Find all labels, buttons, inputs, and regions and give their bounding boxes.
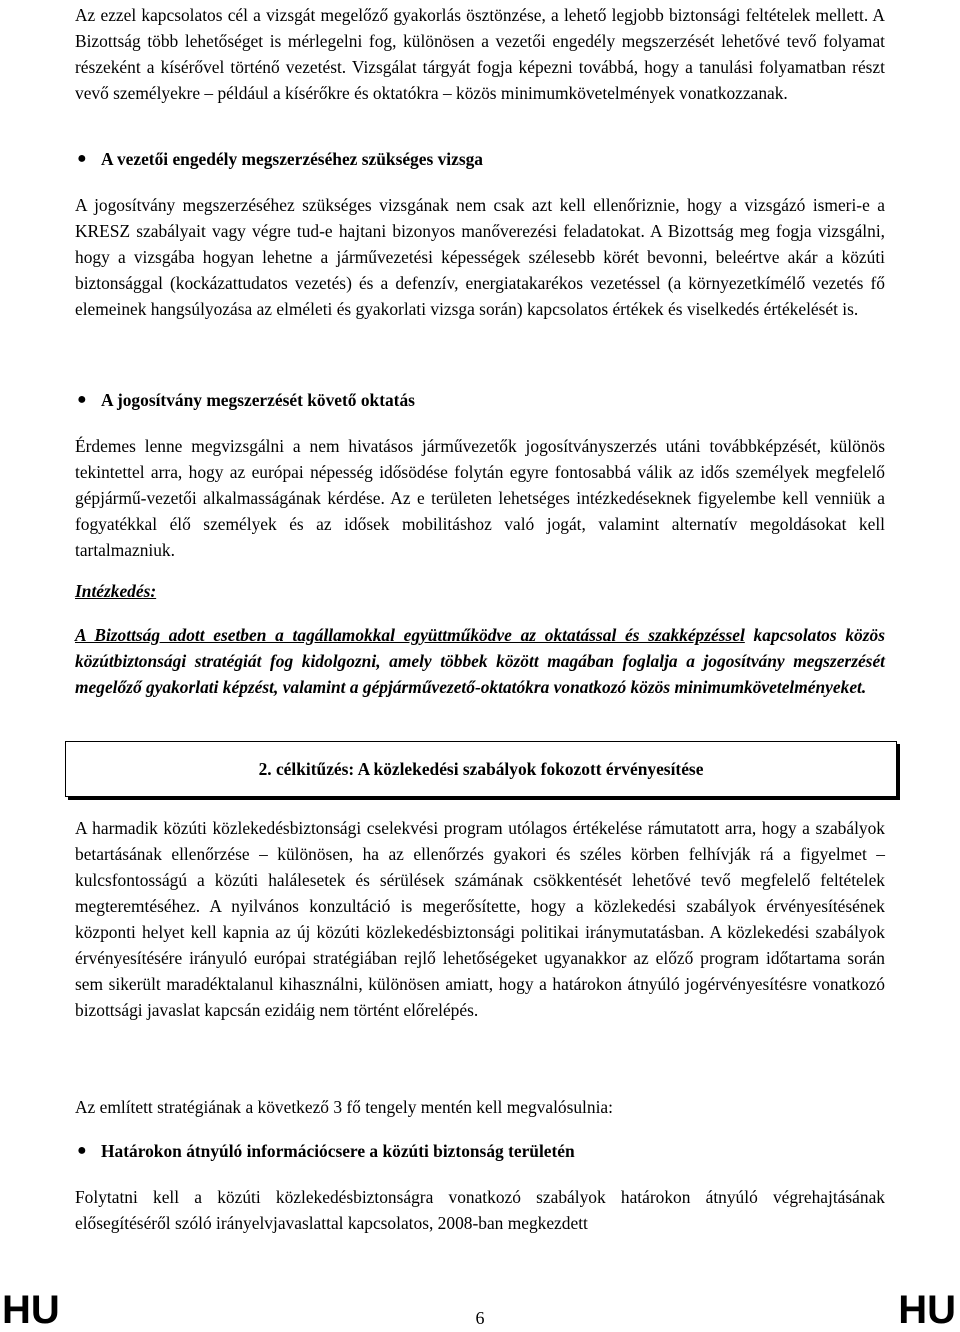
- page-number: 6: [475, 1308, 485, 1328]
- section-heading-text: A jogosítvány megszerzését követő oktatás: [101, 390, 415, 410]
- measure-title: Intézkedés:: [75, 581, 157, 601]
- measure-rest: kapcsolatos közös közútbiztonsági stratégiát fog kidolgozni, amely többek között magában foglalja a jogosítvány megszerzését megelőző gyakorlati képzést, valamint a gépjárművezető-oktatókra vonatkozó közös minimumkövetelményeket.: [75, 625, 885, 697]
- measure-body: [75, 622, 885, 700]
- bullet-icon: ●: [77, 150, 87, 167]
- footer-lang-right: HU: [898, 1288, 956, 1332]
- section-body-training: Érdemes lenne megvizsgálni a nem hivatásos járművezetők jogosítványszerzés utáni továbbképzését, különös tekintettel arra, hogy az európai népesség idősödése folytán egyre fontosabbá válik az idős személyek megfelelő gépjármű-vezetői alkalmasságának kérdése. Az e területen lehetséges intézkedéseknek figyelembe kell venniük a fogyatékkal élő személyek és az idősek mobilitáshoz való jogát, valamint alternatív megoldásokat kell tartalmazniuk.: [75, 436, 885, 560]
- objective-title: 2. célkitűzés: A közlekedési szabályok fokozott érvényesítése: [258, 759, 704, 779]
- objective-title-box: [65, 741, 897, 797]
- section-body-info-exchange: Folytatni kell a közúti közlekedésbiztonságra vonatkozó szabályok határokon átnyúló végrehajtásának elősegítéséről szóló irányelvjavaslattal kapcsolatos, 2008-ban megkezdett: [75, 1187, 885, 1233]
- intro-paragraph: Az ezzel kapcsolatos cél a vizsgát megelőző gyakorlás ösztönzése, a lehető legjobb biztonsági feltételek mellett. A Bizottság több lehetőséget is mérlegelni fog, különösen a vezetői engedély megszerzését lehetővé tevő folyamat részeként a kísérővel történő vezetést. Vizsgálat tárgyát fogja képezni továbbá, hogy a tanulási folyamatban részt vevő személyekre – például a kísérőkre és oktatókra – közös minimumkövetelmények vonatkozzanak.: [75, 5, 885, 103]
- objective-paragraph: A harmadik közúti közlekedésbiztonsági cselekvési program utólagos értékelése rámutatott arra, hogy a szabályok betartásának ellenőrzése – különösen, ha az ellenőrzés gyakori és széles körben felhívják rá a figyelmet – kulcsfontosságú a közúti halálesetek és sérülések számának csökkentését lehetővé tevő megfelelő feltételek megteremtéséhez. A nyilvános konzultáció is megerősítette, hogy a közlekedési szabályok érvényesítésének központi helyet kell kapnia az új közúti közlekedésbiztonsági politikai iránymutatásban. A közlekedési szabályok érvényesítésére irányuló európai stratégiában rejlő lehetőségeket ugyanakkor az előző program időtartama során sem sikerült maradéktalanul kihasználni, különösen amiatt, hogy a határokon átnyúló jogérvényesítésre vonatkozó bizottsági javaslat kapcsán ezidáig nem történt előrelépés.: [75, 818, 885, 1020]
- objective-axes-intro: Az említett stratégiának a következő 3 fő tengely mentén kell megvalósulnia:: [75, 1097, 613, 1117]
- section-heading-text: A vezetői engedély megszerzéséhez szükséges vizsga: [101, 149, 483, 169]
- measure-underlined: A Bizottság adott esetben a tagállamokkal együttműködve az oktatással és szakképzéssel: [75, 625, 745, 645]
- bullet-icon: ●: [77, 1142, 87, 1159]
- footer-lang-left: HU: [2, 1288, 60, 1332]
- bullet-icon: ●: [77, 391, 87, 408]
- section-heading-text: Határokon átnyúló információcsere a közúti biztonság területén: [101, 1141, 575, 1161]
- section-body-exam: A jogosítvány megszerzéséhez szükséges vizsgának nem csak azt kell ellenőriznie, hogy a vizsgázó ismeri-e a KRESZ szabályait vagy végre tud-e hajtani bizonyos manőverezési feladatokat. A Bizottság meg fogja vizsgálni, hogy a vizsgába hogyan lehetne a járművezetési képességek szélesebb körét bevonni, beleértve akár a közúti biztonsággal (kockázattudatos vezetés) és a defenzív, energiatakarékos vezetéssel (a környezetkímélő vezetés fő elemeinek hangsúlyozása az elméleti és gyakorlati vizsga során) kapcsolatos értékek és viselkedés értékelését is.: [75, 195, 885, 319]
